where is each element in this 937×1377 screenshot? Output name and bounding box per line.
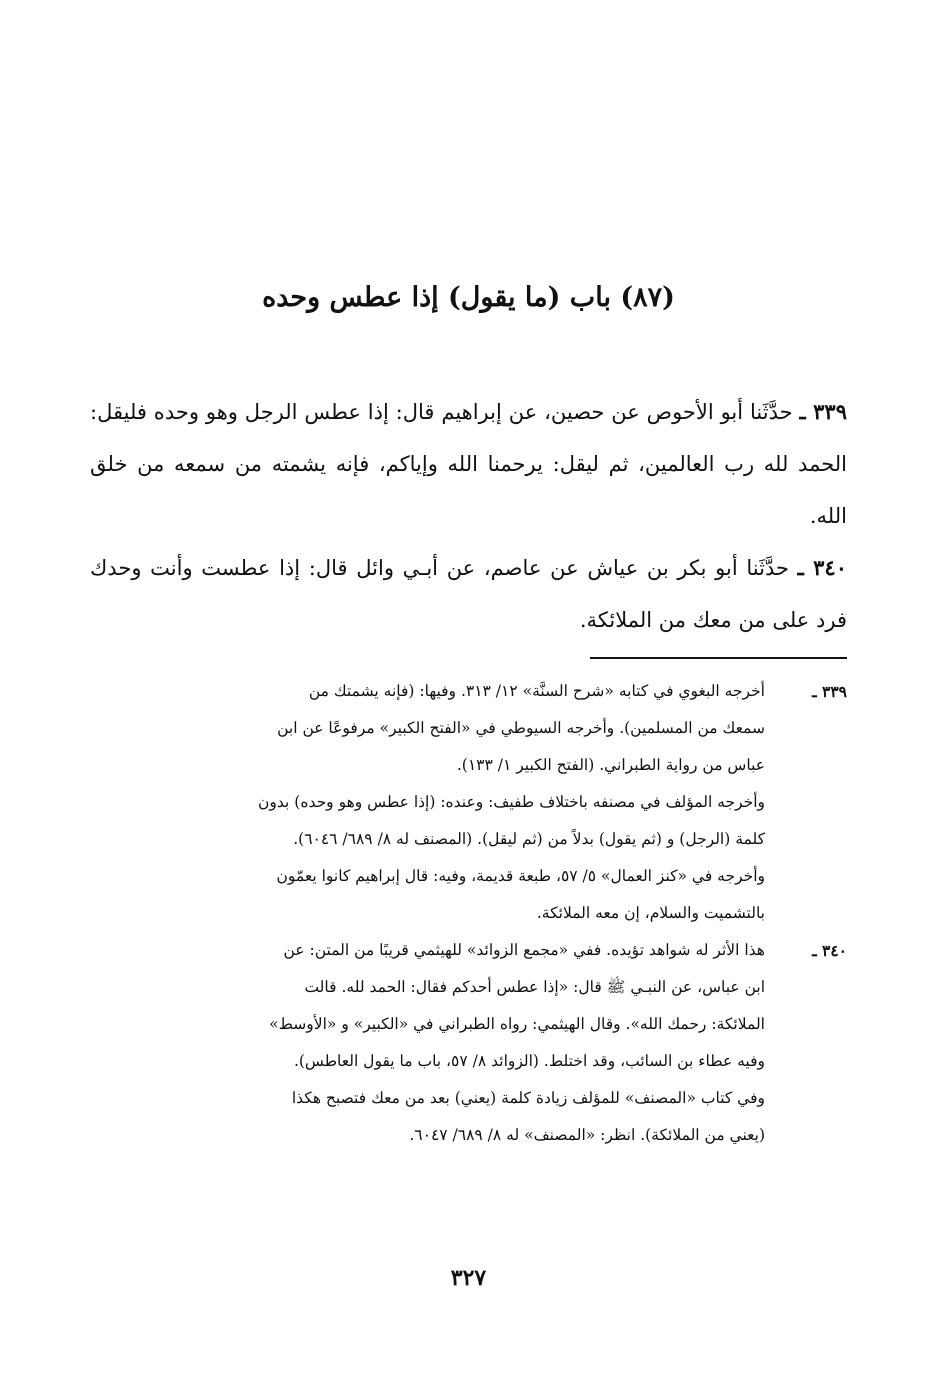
footnote-line: وأخرجه المؤلف في مصنفه باختلاف طفيف: وعنده: (إذا عطس وهو وحده) بدون [258, 793, 765, 811]
footnote-line: وفيه عطاء بن السائب، وقد اختلط. (الزوائد ٨/ ٥٧، باب ما يقول العاطس). [293, 1052, 765, 1070]
footnote-line: كلمة (الرجل) و (ثم يقول) بدلاً من (ثم ليقل). (المصنف له ٨/ ٦٨٩/ ٦٠٤٦). [293, 830, 765, 848]
footnote-line: عباس من رواية الطبراني. (الفتح الكبير ١/ ١٣٣). [456, 756, 765, 774]
footnote-line: هذا الأثر له شواهد تؤيده. ففي «مجمع الزوائد» للهيثمي قريبًا من المتن: عن [283, 941, 765, 959]
footnote-line: بالتشميت والسلام، إن معه الملائكة. [536, 904, 765, 922]
hadith-text: حدَّثَنا أبو بكر بن عياش عن عاصم، عن أبـي وائل قال: إذا عطست وأنت وحدك فرد على من معك من الملائكة. [90, 556, 847, 632]
footnote-340 [100, 932, 847, 1154]
hadith-number: ٣٣٩ ـ [799, 399, 847, 424]
footnote-line: (يعني من الملائكة). انظر: «المصنف» له ٨/ ٦٨٩/ ٦٠٤٧. [409, 1126, 765, 1144]
footnote-line: وفي كتاب «المصنف» للمؤلف زيادة كلمة (يعني) بعد من معك فتصبح هكذا [291, 1089, 765, 1107]
hadith-339 [90, 386, 847, 542]
footnote-339 [100, 673, 847, 932]
main-text [90, 386, 847, 646]
footnote-number: ٣٤٠ ـ [812, 941, 847, 960]
footnote-line: الملائكة: رحمك الله». وقال الهيثمي: رواه الطبراني في «الكبير» و «الأوسط» [269, 1015, 765, 1033]
hadith-text: حدَّثَنا أبو الأحوص عن حصين، عن إبراهيم قال: إذا عطس الرجل وهو وحده فليقل: الحمد لله رب العالمين، ثم ليقل: يرحمنا الله وإياكم، فإنه يشمته من سمعه من خلق الله. [90, 400, 847, 528]
footnote-body [100, 673, 765, 932]
page-number: ٣٢٧ [450, 1265, 487, 1291]
footnote-line: سمعك من المسلمين). وأخرجه السيوطي في «الفتح الكبير» مرفوعًا عن ابن [277, 719, 765, 737]
hadith-number: ٣٤٠ ـ [797, 555, 847, 580]
footnote-separator [590, 657, 847, 659]
hadith-340 [90, 542, 847, 646]
footnote-number: ٣٣٩ ـ [812, 682, 847, 701]
footnote-body [100, 932, 765, 1154]
footnote-line: ابن عباس، عن النبـي ﷺ قال: «إذا عطس أحدكم فقال: الحمد لله. قالت [304, 978, 765, 996]
footnote-line: وأخرجه في «كنز العمال» ٥/ ٥٧، طبعة قديمة، وفيه: قال إبراهيم كانوا يعمّون [276, 867, 765, 885]
chapter-title: (٨٧) باب (ما يقول) إذا عطس وحده [262, 282, 675, 313]
footnotes [100, 673, 847, 1154]
footnote-line: أخرجه البغوي في كتابه «شرح السنَّة» ١٢/ ٣١٣. وفيها: (فإنه يشمتك من [308, 682, 765, 700]
